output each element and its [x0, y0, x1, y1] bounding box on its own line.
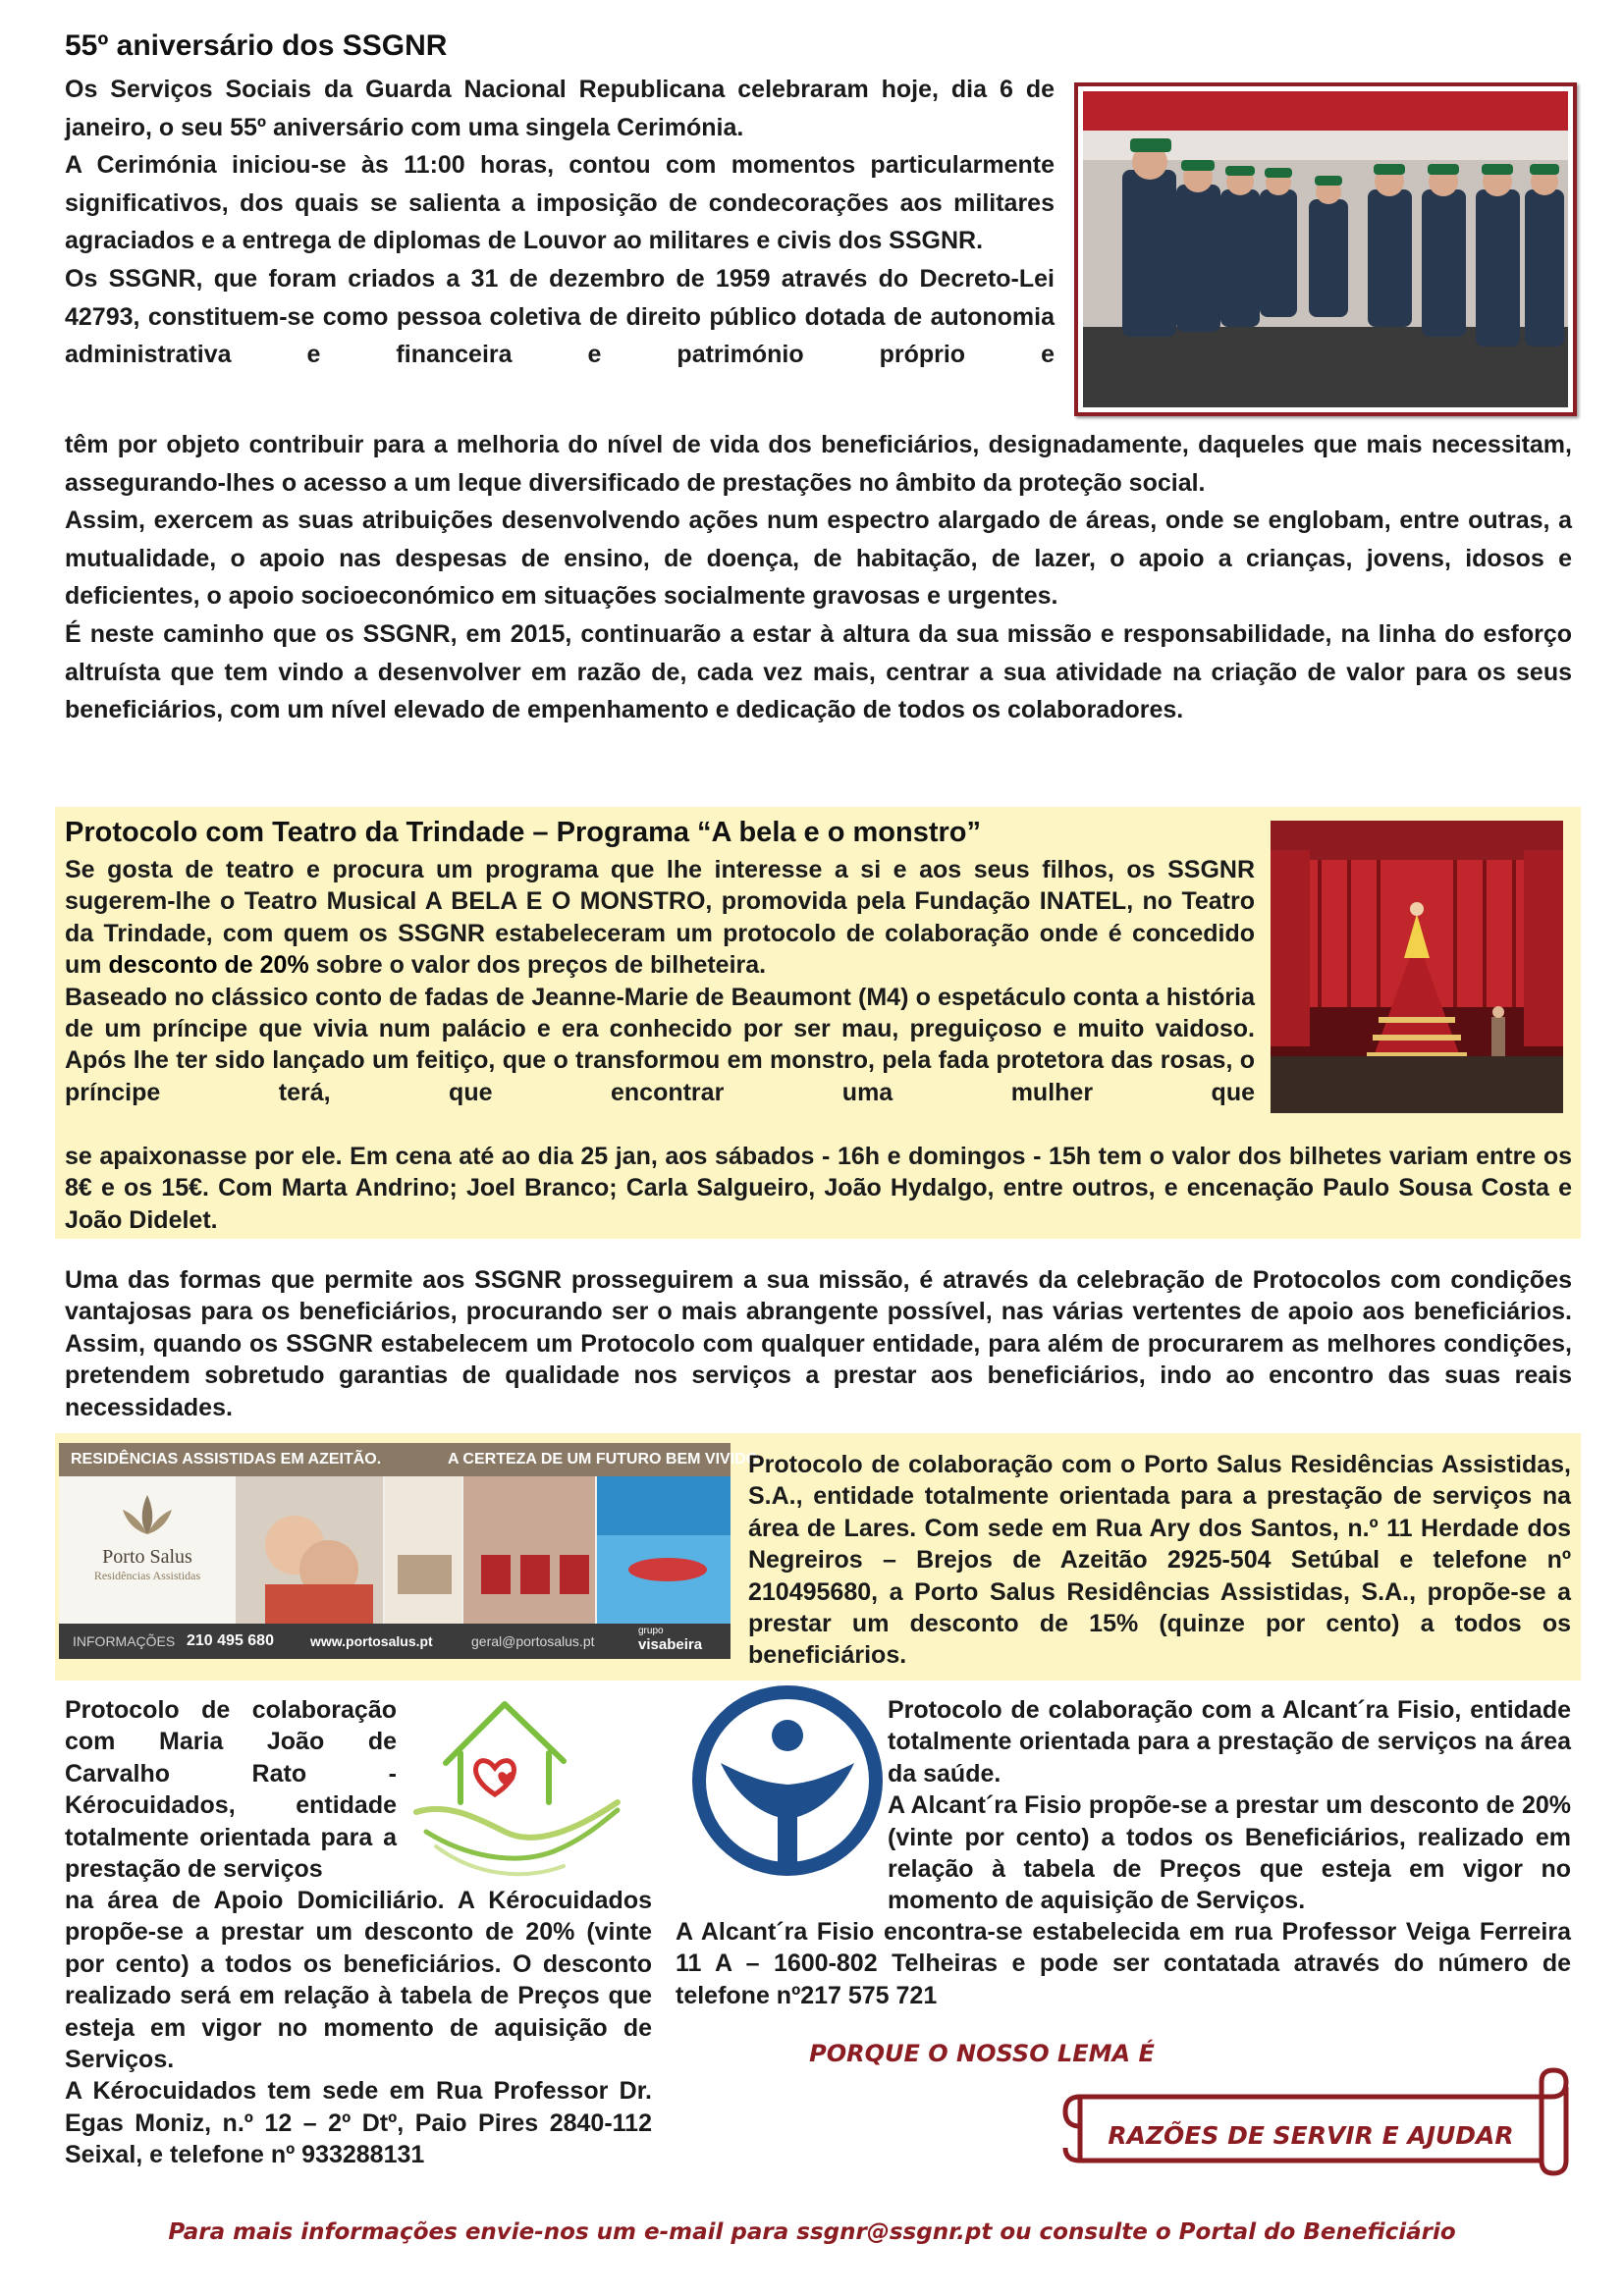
article2-body-top	[65, 854, 1255, 1108]
porto-salus-banner	[59, 1443, 763, 1476]
porto-salus-logo-name: Porto Salus	[102, 1546, 192, 1568]
article2-paragraph-1: Se gosta de teatro e procura um programa que lhe interesse a si e aos seus filhos, os SSGNR sugerem-lhe o Teatro Musical A BELA E O MONSTRO, promovida pela Fundação INATEL, no Teatro da Trindade, com quem os SSGNR estabeleceram um protocolo de colaboração onde é concedido um desconto de 20% sobre o valor dos preços de bilheteira.	[65, 856, 1255, 980]
kerocuidados-paragraph-b: na área de Apoio Domiciliário. A Kérocuidados propõe-se a prestar um desconto de 20% (vinte por cento) a todos os beneficiários. O desconto realizado será em relação à tabela de Preços que esteja em vigor no momento de aquisição de Serviços.	[65, 1887, 652, 2074]
article1-paragraph-5: É neste caminho que os SSGNR, em 2015, continuarão a estar à altura da sua missão e responsabilidade, na linha do esforço altruísta que tem vindo a desenvolver em razão de, cada vez mais, centrar a sua atividade na criação de valor para os seus beneficiários, com um nível elevado de empenhamento e dedicação de todos os colaboradores.	[65, 619, 1572, 724]
article1-title: 55º aniversário dos SSGNR	[65, 29, 448, 62]
discount-highlight: desconto de 20%	[108, 951, 309, 980]
kerocuidados-text-bottom	[65, 1885, 652, 2171]
porto-salus-site: www.portosalus.pt	[310, 1633, 433, 1649]
motto-line-1: PORQUE O NOSSO LEMA É	[809, 2040, 1155, 2067]
article1-paragraph-4: Assim, exercem as suas atribuições desenvolvendo ações num espectro alargado de áreas, onde se englobam, entre outras, a mutualidade, o apoio nas despesas de ensino, de doença, de habitação, de lazer, o apoio a crianças, jovens, idosos e deficientes, o apoio socioeconómico em situações socialmente gravosas e urgentes.	[65, 507, 1572, 611]
article1-paragraph-3a: Os SSGNR, que foram criados a 31 de dezembro de 1959 através do Decreto-Lei 42793, constituem-se como pessoa coletiva de direito público dotada de autonomia administrativa e financeira e património próprio e	[65, 264, 1055, 369]
group-name: visabeira	[638, 1636, 703, 1653]
porto-salus-ad	[59, 1443, 763, 1659]
alcantara-fisio-logo-icon	[691, 1684, 884, 1877]
article1-paragraph-3b: têm por objeto contribuir para a melhoria do nível de vida dos beneficiários, designadamente, daqueles que mais necessitam, assegurando-lhes o acesso a um leque diversificado de prestações no âmbito da proteção social.	[65, 431, 1572, 497]
porto-salus-photos	[236, 1476, 731, 1624]
kerocuidados-text-top: Protocolo de colaboração com Maria João de Carvalho Rato - Kérocuidados, entidade totalmente orientada para a prestação de serviços	[65, 1696, 397, 1884]
article1-paragraph-1: Os Serviços Sociais da Guarda Nacional Republicana celebraram hoje, dia 6 de janeiro, o seu 55º aniversário com uma singela Cerimónia.	[65, 76, 1055, 141]
article1-paragraph-2: A Cerimónia iniciou-se às 11:00 horas, contou com momentos particularmente significativos, dos quais se salienta a imposição de condecorações aos militares agraciados e a entrega de diplomas de Louvor ao militares e civis dos SSGNR.	[65, 151, 1055, 255]
article2-title: Protocolo com Teatro da Trindade – Programa “A bela e o monstro”	[65, 817, 982, 848]
footer-contact: Para mais informações envie-nos um e-mail para ssgnr@ssgnr.pt ou consulte o Portal do Beneficiário	[168, 2219, 1456, 2245]
theatre-stage-image	[1271, 821, 1563, 1113]
care-hand-heart-icon	[406, 1684, 626, 1895]
article1-body-bottom	[65, 426, 1572, 729]
porto-salus-email: geral@portosalus.pt	[471, 1633, 595, 1649]
protocols-intro: Uma das formas que permite aos SSGNR prosseguirem a sua missão, é através da celebração de Protocolos com condições vantajosas para os beneficiários, procurando ser o mais abrangente possível, nas várias vertentes de apoio aos beneficiários. Assim, quando os SSGNR estabelecem um Protocolo com qualquer entidade, para além de procurarem as melhores condições, pretendem sobretudo garantias de qualidade nos serviços a prestar aos beneficiários, indo ao encontro das suas reais necessidades.	[65, 1266, 1572, 1421]
porto-salus-logo	[59, 1476, 236, 1624]
article2-paragraph-2a: Baseado no clássico conto de fadas de Jeanne-Marie de Beaumont (M4) o espetáculo conta a história de um príncipe que vivia num palácio e era conhecido por ser mau, preguiçoso e muito vaidoso. Após lhe ter sido lançado um feitiço, que o transformou em monstro, pela fada protetora das rosas, o príncipe terá, que encontrar uma mulher que	[65, 983, 1255, 1106]
article1-body-top	[65, 71, 1055, 374]
motto-line-2: RAZÕES DE SERVIR E AJUDAR	[1108, 2121, 1514, 2150]
article2-paragraph-2b: se apaixonasse por ele. Em cena até ao dia 25 jan, aos sábados - 16h e domingos - 15h tem o valor dos bilhetes variam entre os 8€ e os 15€. Com Marta Andrino; Joel Branco; Carla Salgueiro, João Hydalgo, entre outros, e encenação Paulo Sousa Costa e João Didelet.	[65, 1143, 1572, 1234]
alcantara-paragraph-a: Protocolo de colaboração com a Alcant´ra Fisio, entidade totalmente orientada para a prestação de serviços na área da saúde.	[888, 1696, 1571, 1788]
porto-salus-text: Protocolo de colaboração com o Porto Salus Residências Assistidas, S.A., entidade totalmente orientada para a prestação de serviços na área de Lares. Com sede em Rua Ary dos Santos, n.º 11 Herdade dos Negreiros – Brejos de Azeitão 2925-504 Setúbal e telefone nº 210495680, a Porto Salus Residências Assistidas, S.A., propõe-se a prestar um desconto de 15% (quinze por cento) a todos os beneficiários.	[748, 1451, 1571, 1670]
porto-salus-logo-sub: Residências Assistidas	[93, 1569, 201, 1582]
article2-body-bottom	[65, 1141, 1572, 1236]
alcantara-text-top	[888, 1694, 1571, 1917]
ceremony-photo	[1074, 82, 1577, 416]
kerocuidados-paragraph-c: A Kérocuidados tem sede em Rua Professor Dr. Egas Moniz, n.º 12 – 2º Dtº, Paio Pires 2840-112 Seixal, e telefone nº 933288131	[65, 2077, 652, 2169]
banner-left-text: RESIDÊNCIAS ASSISTIDAS EM AZEITÃO.	[71, 1451, 382, 1468]
porto-salus-infobar	[59, 1624, 731, 1659]
ceremony-photo-image	[1083, 91, 1568, 407]
alcantara-paragraph-b: A Alcant´ra Fisio propõe-se a prestar um desconto de 20% (vinte por cento) a todos os Beneficiários, realizado em relação à tabela de Preços que esteja em vigor no momento de aquisição de Serviços.	[888, 1791, 1571, 1915]
group-small-text: grupo	[638, 1626, 664, 1636]
info-label: INFORMAÇÕES	[73, 1633, 176, 1649]
porto-salus-phone: 210 495 680	[187, 1632, 274, 1649]
lotus-icon	[113, 1490, 182, 1539]
alcantara-text-bottom: A Alcant´ra Fisio encontra-se estabelecida em rua Professor Veiga Ferreira 11 A – 1600-802 Telheiras e pode ser contatada através do número de telefone nº217 575 721	[676, 1918, 1571, 2009]
banner-right-text: A CERTEZA DE UM FUTURO BEM VIVIDO.	[448, 1451, 763, 1468]
